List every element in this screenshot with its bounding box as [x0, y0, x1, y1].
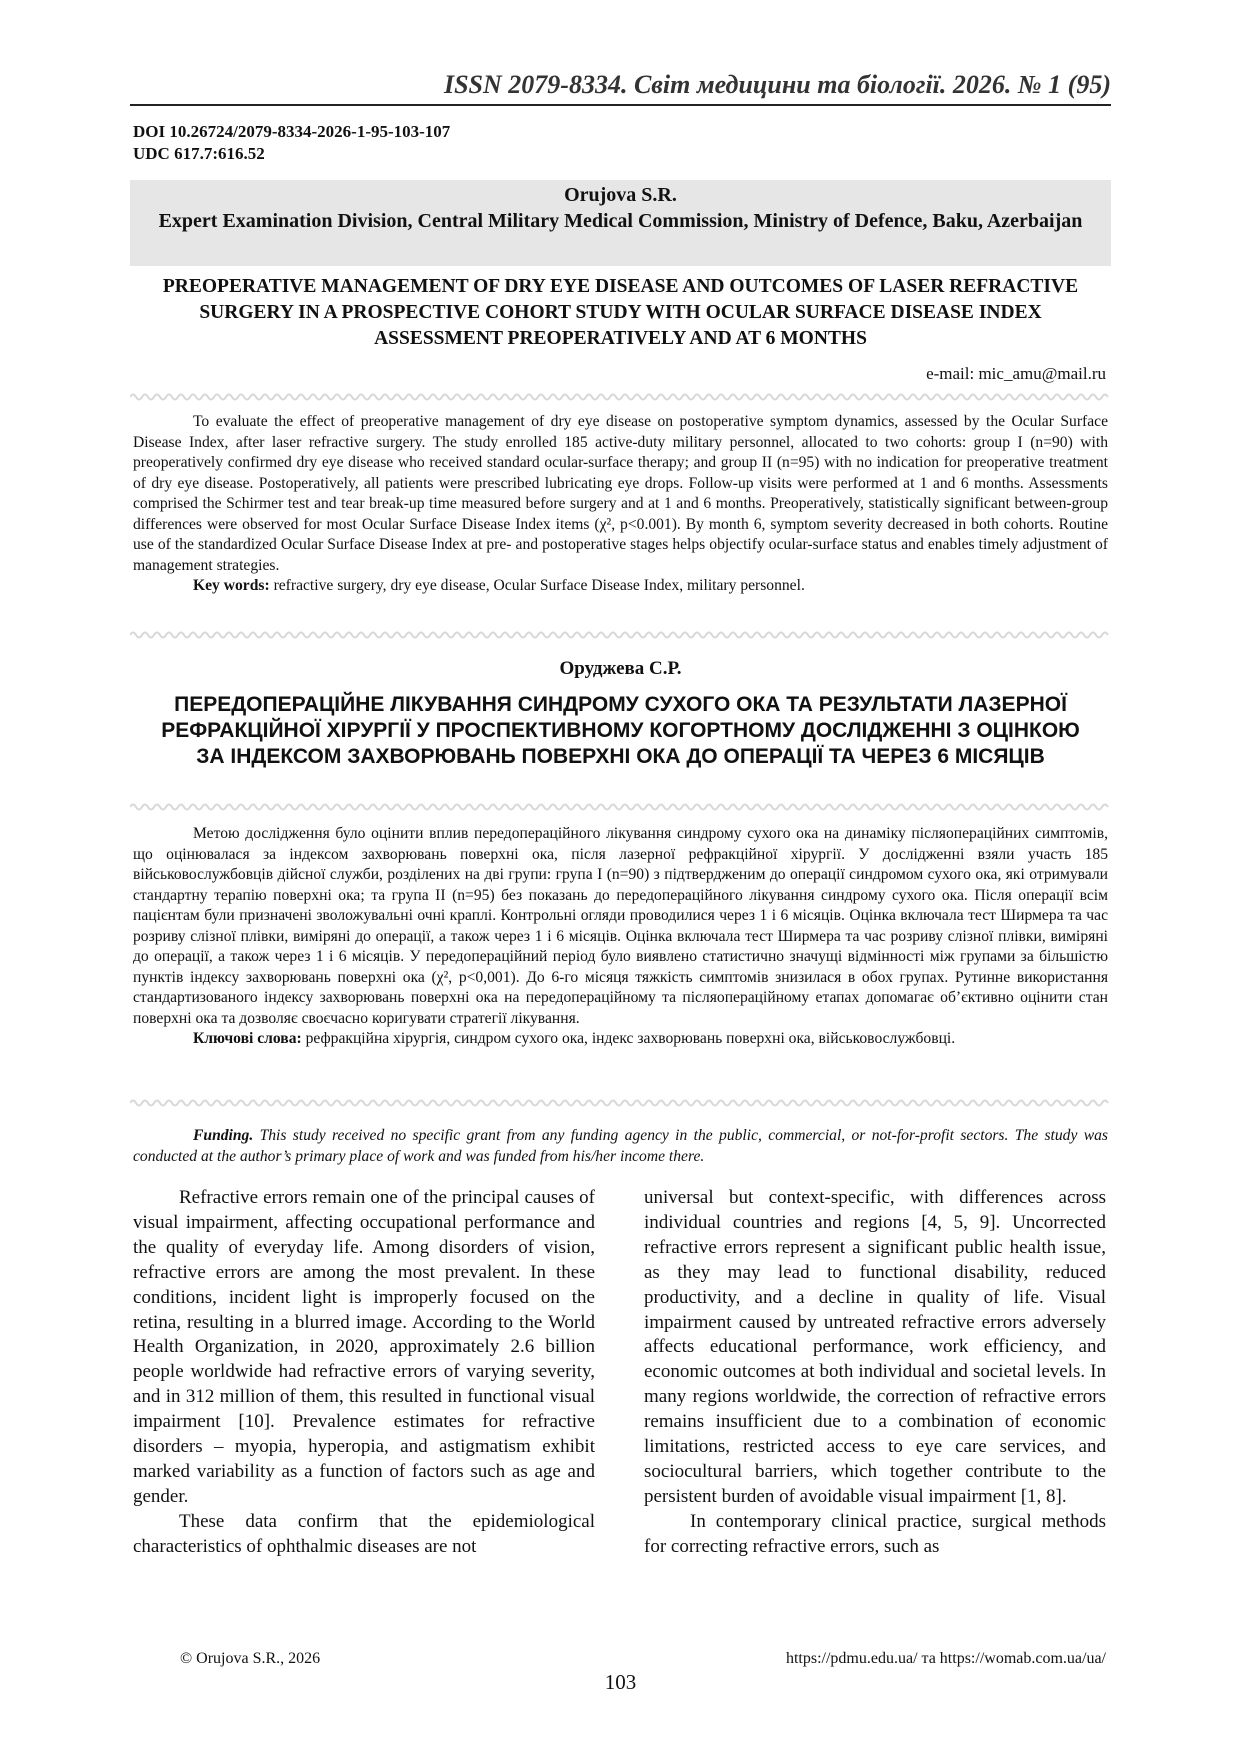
- article-title-ua: ПЕРЕДОПЕРАЦІЙНЕ ЛІКУВАННЯ СИНДРОМУ СУХОГО ОКА ТА РЕЗУЛЬТАТИ ЛАЗЕРНОЇ РЕФРАКЦІЙНОЇ ХІРУРГІЇ У ПРОСПЕКТИВНОМУ КОГОРТНОМУ ДОСЛІДЖЕННІ З ОЦІНКОЮ ЗА ІНДЕКСОМ ЗАХВОРЮВАНЬ ПОВЕРХНІ ОКА ДО ОПЕРАЦІЇ ТА ЧЕРЕЗ 6 МІСЯЦІВ: [161, 693, 1080, 768]
- affiliation-en: Expert Examination Division, Central Military Medical Commission, Ministry of Defence, Baku, Azerbaijan: [158, 210, 1083, 232]
- doi[interactable]: DOI 10.26724/2079-8334-2026-1-95-103-107: [133, 122, 451, 141]
- header-rule: [130, 104, 1111, 106]
- funding-label: Funding.: [193, 1127, 254, 1144]
- keywords-en-label: Key words:: [193, 577, 270, 594]
- divider-wave: [130, 802, 1111, 812]
- journal-header: ISSN 2079-8334. Світ медицини та біології. 2026. № 1 (95): [443, 70, 1111, 99]
- author-name-en: Orujova S.R.: [564, 184, 677, 206]
- identifiers: [133, 121, 450, 165]
- author-affiliation-box: [130, 180, 1111, 266]
- keywords-ua-label: Ключові слова:: [193, 1030, 302, 1047]
- page-number: 103: [604, 1670, 637, 1694]
- funding-statement: [133, 1126, 1108, 1167]
- copyright: © Orujova S.R., 2026: [180, 1650, 321, 1667]
- author-name-ua: Оруджева С.Р.: [559, 658, 682, 679]
- abstract-ua: [133, 824, 1108, 1050]
- body-paragraph: In contemporary clinical practice, surgical methods for correcting refractive errors, such as: [644, 1510, 1106, 1557]
- article-title-en: PREOPERATIVE MANAGEMENT OF DRY EYE DISEASE AND OUTCOMES OF LASER REFRACTIVE SURGERY IN A PROSPECTIVE COHORT STUDY WITH OCULAR SURFACE DISEASE INDEX ASSESSMENT PREOPERATIVELY AND AT 6 MONTHS: [162, 276, 1079, 349]
- abstract-ua-text: Метою дослідження було оцінити вплив передопераційного лікування синдрому сухого ока на динаміку післяопераційних симптомів, що оцінювалася за індексом захворювань поверхні ока, після лазерної рефракційної хірургії. У дослідженні взяли участь 185 військовослужбовців дійсної служби, розділених на дві групи: група I (n=90) з підтвердженим до операції синдромом сухого ока, які отримували стандартну терапію поверхні ока; та група II (n=95) без показань до передопераційного лікування синдрому сухого ока. Після операції всім пацієнтам були призначені зволожувальні очні краплі. Контрольні огляди проводилися через 1 і 6 місяців. Оцінка включала тест Ширмера та час розриву слізної плівки, виміряні до операції, а також через 1 і 6 місяців. Оцінка включала тест Ширмера та час розриву слізної плівки, виміряні до операції, а також через 1 і 6 місяців. У передопераційний період було виявлено статистично значущі відмінності між групами за більшістю пунктів індексу захворювань поверхні ока (χ², p<0,001). До 6-го місяця тяжкість симптомів знизилася в обох групах. Рутинне використання стандартизованого індексу захворювань поверхні ока на передопераційному та післяопераційному етапах допомагає об’єктивно оцінити стан поверхні ока та дозволяє своєчасно коригувати стратегії лікування.: [133, 825, 1108, 1027]
- body-paragraph: Refractive errors remain one of the principal causes of visual impairment, affecting occupational performance and the quality of everyday life. Among disorders of vision, refractive errors are among the most prevalent. In these conditions, incident light is improperly focused on the retina, resulting in a blurred image. According to the World Health Organization, in 2020, approximately 2.6 billion people worldwide had refractive errors of varying severity, and in 312 million of them, this resulted in functional visual impairment [10]. Prevalence estimates for refractive disorders – myopia, hyperopia, and astigmatism exhibit marked variability as a function of factors such as age and gender.: [133, 1187, 595, 1507]
- body-column-left: [133, 1186, 595, 1560]
- abstract-en: [133, 412, 1108, 597]
- author-email[interactable]: e-mail: mic_amu@mail.ru: [926, 364, 1106, 383]
- body-paragraph: These data confirm that the epidemiological characteristics of ophthalmic diseases are not: [133, 1510, 595, 1557]
- body-column-right: [644, 1186, 1106, 1560]
- divider-wave: [130, 1098, 1111, 1108]
- keywords-ua-text: рефракційна хірургія, синдром сухого ока, індекс захворювань поверхні ока, військовослужбовці.: [301, 1030, 956, 1047]
- keywords-en: [133, 576, 1108, 597]
- abstract-en-text: To evaluate the effect of preoperative management of dry eye disease on postoperative symptom dynamics, assessed by the Ocular Surface Disease Index, after laser refractive surgery. The study enrolled 185 active-duty military personnel, allocated to two cohorts: group I (n=90) with preoperatively confirmed dry eye disease who received standard ocular-surface therapy; and group II (n=95) with no indication for preoperative treatment of dry eye disease. Postoperatively, all patients were prescribed lubricating eye drops. Follow-up visits were performed at 1 and 6 months. Assessments comprised the Schirmer test and tear break-up time measured before surgery and at 1 and 6 months. Preoperatively, statistically significant between-group differences were observed for most Ocular Surface Disease Index items (χ², p<0.001). By month 6, symptom severity decreased in both cohorts. Routine use of the standardized Ocular Surface Disease Index at pre- and postoperative stages helps objectify ocular-surface status and enables timely adjustment of management strategies.: [133, 413, 1108, 574]
- keywords-en-text: refractive surgery, dry eye disease, Ocular Surface Disease Index, military personnel.: [269, 577, 805, 594]
- funding-text: This study received no specific grant from any funding agency in the public, commercial, or not-for-profit sectors. The study was conducted at the author’s primary place of work and was funded from his/her income there.: [133, 1127, 1108, 1165]
- divider-wave: [130, 630, 1111, 640]
- keywords-ua: [133, 1029, 1108, 1050]
- udc: UDC 617.7:616.52: [133, 144, 265, 163]
- footer-url[interactable]: https://pdmu.edu.ua/ та https://womab.com.ua/ua/: [785, 1650, 1106, 1667]
- body-paragraph: universal but context-specific, with differences across individual countries and regions [4, 5, 9]. Uncorrected refractive errors represent a significant public health issue, as they may lead to functional disability, reduced productivity, and a decline in quality of life. Visual impairment caused by untreated refractive errors adversely affects educational performance, work efficiency, and economic outcomes at both individual and societal levels. In many regions worldwide, the correction of refractive errors remains insufficient due to a combination of economic limitations, restricted access to eye care services, and sociocultural barriers, which together contribute to the persistent burden of avoidable visual impairment [1, 8].: [644, 1187, 1106, 1507]
- divider-wave: [130, 392, 1111, 402]
